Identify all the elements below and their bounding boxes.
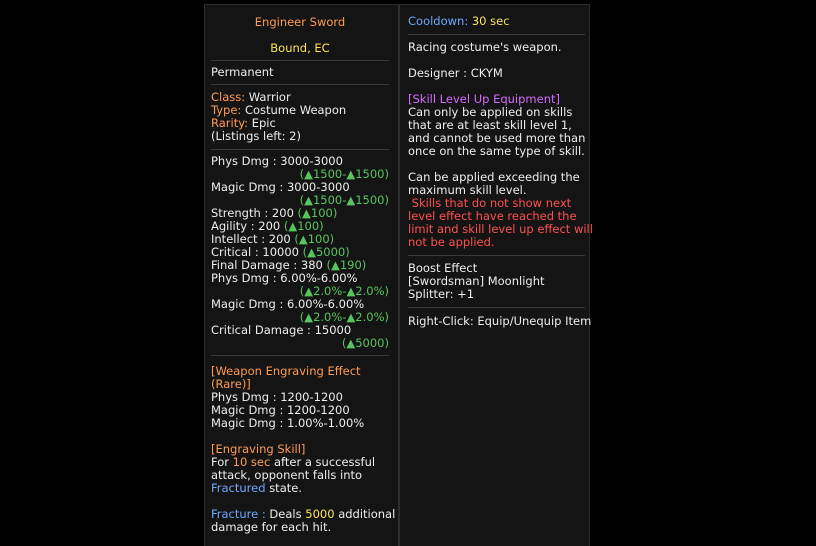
warning-line2: level effect have reached the bbox=[408, 209, 577, 223]
stat-final-damage-bonus: (▲190) bbox=[326, 258, 367, 272]
stat-phys-pct-bonus: (▲2.0%-▲2.0%) bbox=[299, 284, 389, 298]
fracture-deals: Deals bbox=[269, 507, 302, 521]
tooltip-left-column bbox=[205, 5, 395, 546]
skill-equip-line4: once on the same type of skill. bbox=[408, 144, 585, 158]
fracture-additional: additional bbox=[338, 507, 396, 521]
cooldown-row bbox=[408, 5, 585, 28]
class-value: Warrior bbox=[248, 90, 291, 104]
cooldown-label: Cooldown: bbox=[408, 14, 469, 28]
stat-phys-pct: Phys Dmg : 6.00%-6.00% bbox=[211, 271, 358, 285]
type-value: Costume Weapon bbox=[244, 103, 347, 117]
bound-status: Bound, EC bbox=[270, 41, 330, 55]
stat-magic-dmg-bonus: (▲1500-▲1500) bbox=[299, 193, 389, 207]
divider bbox=[408, 34, 585, 35]
boost-effect-level: Splitter: +1 bbox=[408, 287, 475, 301]
exceed-line2: maximum skill level. bbox=[408, 183, 527, 197]
fracture-label: Fracture : bbox=[211, 507, 266, 521]
fracture-value: 5000 bbox=[305, 507, 335, 521]
engraving-header-rarity: (Rare)] bbox=[211, 377, 251, 391]
designer: Designer : CKYM bbox=[408, 66, 503, 80]
engraving-phys: Phys Dmg : 1200-1200 bbox=[211, 390, 343, 404]
stat-intellect-value: Intellect : 200 bbox=[211, 232, 291, 246]
stat-critical-value: Critical : 10000 bbox=[211, 245, 299, 259]
exceed-line1: Can be applied exceeding the bbox=[408, 170, 580, 184]
divider bbox=[211, 84, 389, 85]
engraving-magic-pct: Magic Dmg : 1.00%-1.00% bbox=[211, 416, 365, 430]
stat-agility-bonus: (▲100) bbox=[283, 219, 324, 233]
stat-phys-dmg-bonus: (▲1500-▲1500) bbox=[299, 167, 389, 181]
engraving-skill-line2: attack, opponent falls into bbox=[211, 468, 363, 482]
engraving-magic: Magic Dmg : 1200-1200 bbox=[211, 403, 350, 417]
cooldown-value: 30 sec bbox=[471, 14, 510, 28]
skill-equip-line1: Can only be applied on skills bbox=[408, 105, 573, 119]
skill-for-text: For bbox=[211, 455, 229, 469]
warning-line3: limit and skill level up effect will bbox=[408, 222, 593, 236]
fractured-state: Fractured bbox=[211, 481, 266, 495]
duration: Permanent bbox=[211, 65, 274, 79]
boost-effect-skill: [Swordsman] Moonlight bbox=[408, 274, 545, 288]
rarity-label: Rarity: bbox=[211, 116, 249, 130]
stat-magic-pct-bonus: (▲2.0%-▲2.0%) bbox=[299, 310, 389, 324]
engraving-skill-header: [Engraving Skill] bbox=[211, 442, 306, 456]
engraving-header: [Weapon Engraving Effect bbox=[211, 364, 361, 378]
divider bbox=[211, 60, 389, 61]
tooltip-right-column bbox=[402, 5, 593, 546]
skill-equip-header: [Skill Level Up Equipment] bbox=[408, 92, 560, 106]
item-tooltip bbox=[204, 4, 593, 546]
stat-crit-damage-bonus: (▲5000) bbox=[341, 336, 389, 350]
stat-intellect-bonus: (▲100) bbox=[294, 232, 335, 246]
engraving-skill-line3 bbox=[211, 482, 389, 495]
stat-magic-pct: Magic Dmg : 6.00%-6.00% bbox=[211, 297, 365, 311]
item-description: Racing costume's weapon. bbox=[408, 40, 562, 54]
divider bbox=[211, 149, 389, 150]
stat-agility-value: Agility : 200 bbox=[211, 219, 281, 233]
stat-crit-damage: Critical Damage : 15000 bbox=[211, 323, 352, 337]
rarity-value: Epic bbox=[251, 116, 276, 130]
warning-line1: Skills that do not show next bbox=[408, 196, 572, 210]
class-label: Class: bbox=[211, 90, 246, 104]
right-click-hint: Right-Click: Equip/Unequip Item bbox=[408, 314, 592, 328]
divider bbox=[211, 355, 389, 356]
skill-after-text: after a successful bbox=[273, 455, 376, 469]
skill-duration: 10 sec bbox=[232, 455, 271, 469]
column-divider bbox=[398, 5, 400, 546]
type-label: Type: bbox=[211, 103, 242, 117]
stat-magic-dmg: Magic Dmg : 3000-3000 bbox=[211, 180, 350, 194]
divider bbox=[408, 255, 585, 256]
skill-equip-line2: that are at least skill level 1, bbox=[408, 118, 572, 132]
state-suffix: state. bbox=[269, 481, 302, 495]
stat-final-damage-value: Final Damage : 380 bbox=[211, 258, 323, 272]
stat-critical-bonus: (▲5000) bbox=[302, 245, 350, 259]
divider bbox=[408, 307, 585, 308]
listings-left: (Listings left: 2) bbox=[211, 129, 301, 143]
stat-phys-dmg: Phys Dmg : 3000-3000 bbox=[211, 154, 343, 168]
stat-strength-bonus: (▲100) bbox=[297, 206, 338, 220]
fracture-line2: damage for each hit. bbox=[211, 520, 332, 534]
stat-strength-value: Strength : 200 bbox=[211, 206, 294, 220]
item-name: Engineer Sword bbox=[254, 15, 346, 29]
boost-effect-label: Boost Effect bbox=[408, 261, 478, 275]
skill-equip-line3: and cannot be used more than bbox=[408, 131, 586, 145]
warning-line4: not be applied. bbox=[408, 235, 495, 249]
